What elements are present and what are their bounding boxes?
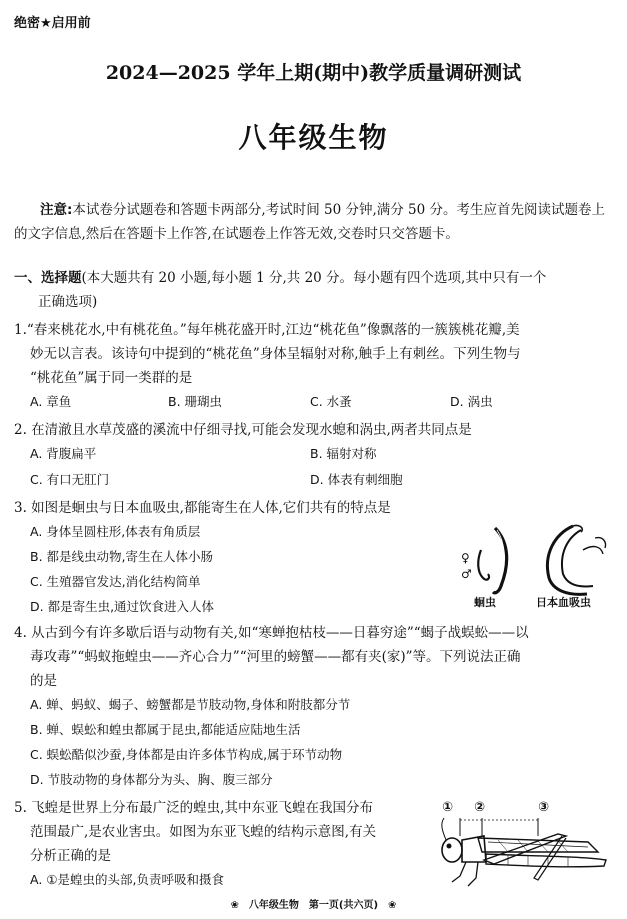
q2-option-a: A. 背腹扁平: [30, 446, 97, 461]
q2-option-c: C. 有口无肛门: [30, 472, 110, 487]
q3-option-c: C. 生殖器官发达,消化结构简单: [30, 574, 201, 589]
marker-1: ①: [442, 800, 454, 815]
q3-stem: 3. 如图是蛔虫与日本血吸虫,都能寄生在人体,它们共有的特点是: [14, 500, 391, 516]
section-desc-cont: 正确选项): [38, 294, 98, 310]
page-footer: [0, 896, 627, 911]
q5-stem-line3: 分析正确的是: [30, 848, 111, 864]
marker-3: ③: [538, 800, 550, 815]
exam-title: 2024—2025 学年上期(期中)教学质量调研测试: [105, 62, 522, 84]
q1-stem-line3: “桃花鱼”属于同一类群的是: [30, 370, 193, 386]
section-desc: (本大题共有 20 小题,每小题 1 分,共 20 分。每小题有四个选项,其中只有一个: [81, 270, 547, 286]
notice-paragraph: [14, 198, 614, 246]
notice-text: 本试卷分试题卷和答题卡两部分,考试时间 50 分钟,满分 50 分。考生应首先阅读试题卷上的文字信息,然后在答题卡上作答,在试题卷上作答无效,交卷时只交答题卡。: [14, 202, 606, 242]
section-title: 一、选择题: [14, 270, 82, 286]
q3-option-b: B. 都是线虫动物,寄生在人体小肠: [30, 549, 213, 564]
q4-option-c: C. 蜈蚣酷似沙蚕,身体都是由许多体节构成,属于环节动物: [30, 747, 343, 762]
q3-option-d: D. 都是寄生虫,通过饮食进入人体: [30, 599, 215, 614]
footer-ornament-icon: ❀: [230, 900, 249, 911]
subject-title: 八年级生物: [238, 121, 389, 154]
q1-option-c: C. 水蚤: [310, 394, 352, 409]
q2-stem: 2. 在清澈且水草茂盛的溪流中仔细寻找,可能会发现水螅和涡虫,两者共同点是: [14, 422, 472, 438]
footer-text: 八年级生物 第一页(共六页): [248, 900, 379, 911]
q1-option-b: B. 珊瑚虫: [168, 394, 223, 409]
q4-option-b: B. 蝉、蜈蚣和蝗虫都属于昆虫,都能适应陆地生活: [30, 722, 301, 737]
q2-option-d: D. 体表有刺细胞: [310, 472, 403, 487]
grasshopper-figure: [438, 816, 618, 892]
q1-option-d: D. 涡虫: [450, 394, 493, 409]
q1-stem-line1: 1.“春来桃花水,中有桃花鱼。”每年桃花盛开时,江边“桃花鱼”像飘落的一簇簇桃花瓣,美: [14, 322, 520, 338]
q4-option-a: A. 蝉、蚂蚁、蝎子、螃蟹都是节肢动物,身体和附肢都分节: [30, 697, 351, 712]
q4-stem-line2: 毒攻毒”“蚂蚁拖蝗虫——齐心合力”“河里的螃蟹——都有夹(家)”等。下列说法正确: [30, 649, 521, 665]
q1-stem-line2: 妙无以言表。该诗句中提到的“桃花鱼”身体呈辐射对称,触手上有刺丝。下列生物与: [30, 346, 521, 362]
q3-option-a: A. 身体呈圆柱形,体表有角质层: [30, 524, 201, 539]
svg-text:♂: ♂: [461, 567, 472, 581]
q5-stem-line1: 5. 飞蝗是世界上分布最广泛的蝗虫,其中东亚飞蝗在我国分布: [14, 800, 373, 816]
q1-option-a: A. 章鱼: [30, 394, 72, 409]
fig-label-schistosome: 日本血吸虫: [536, 596, 591, 609]
fig-label-roundworm: 蛔虫: [474, 596, 496, 609]
q4-stem-line1: 4. 从古到今有许多歇后语与动物有关,如“寒蝉抱枯枝——日暮穷途”“蝎子战蜈蚣——以: [14, 625, 529, 641]
svg-text:♀: ♀: [461, 551, 470, 565]
q4-option-d: D. 节肢动物的身体都分为头、胸、腹三部分: [30, 772, 273, 787]
q5-option-a: A. ①是蝗虫的头部,负责呼吸和摄食: [30, 872, 224, 887]
marker-2: ②: [474, 800, 486, 815]
footer-ornament-icon: ❀: [378, 900, 397, 911]
secret-label: 绝密★启用前: [14, 16, 91, 31]
section-heading: [14, 266, 546, 286]
notice-label: 注意:: [40, 202, 73, 218]
q2-option-b: B. 辐射对称: [310, 446, 377, 461]
q5-stem-line2: 范围最广,是农业害虫。如图为东亚飞蝗的结构示意图,有关: [30, 824, 377, 840]
q4-stem-line3: 的是: [30, 673, 57, 689]
